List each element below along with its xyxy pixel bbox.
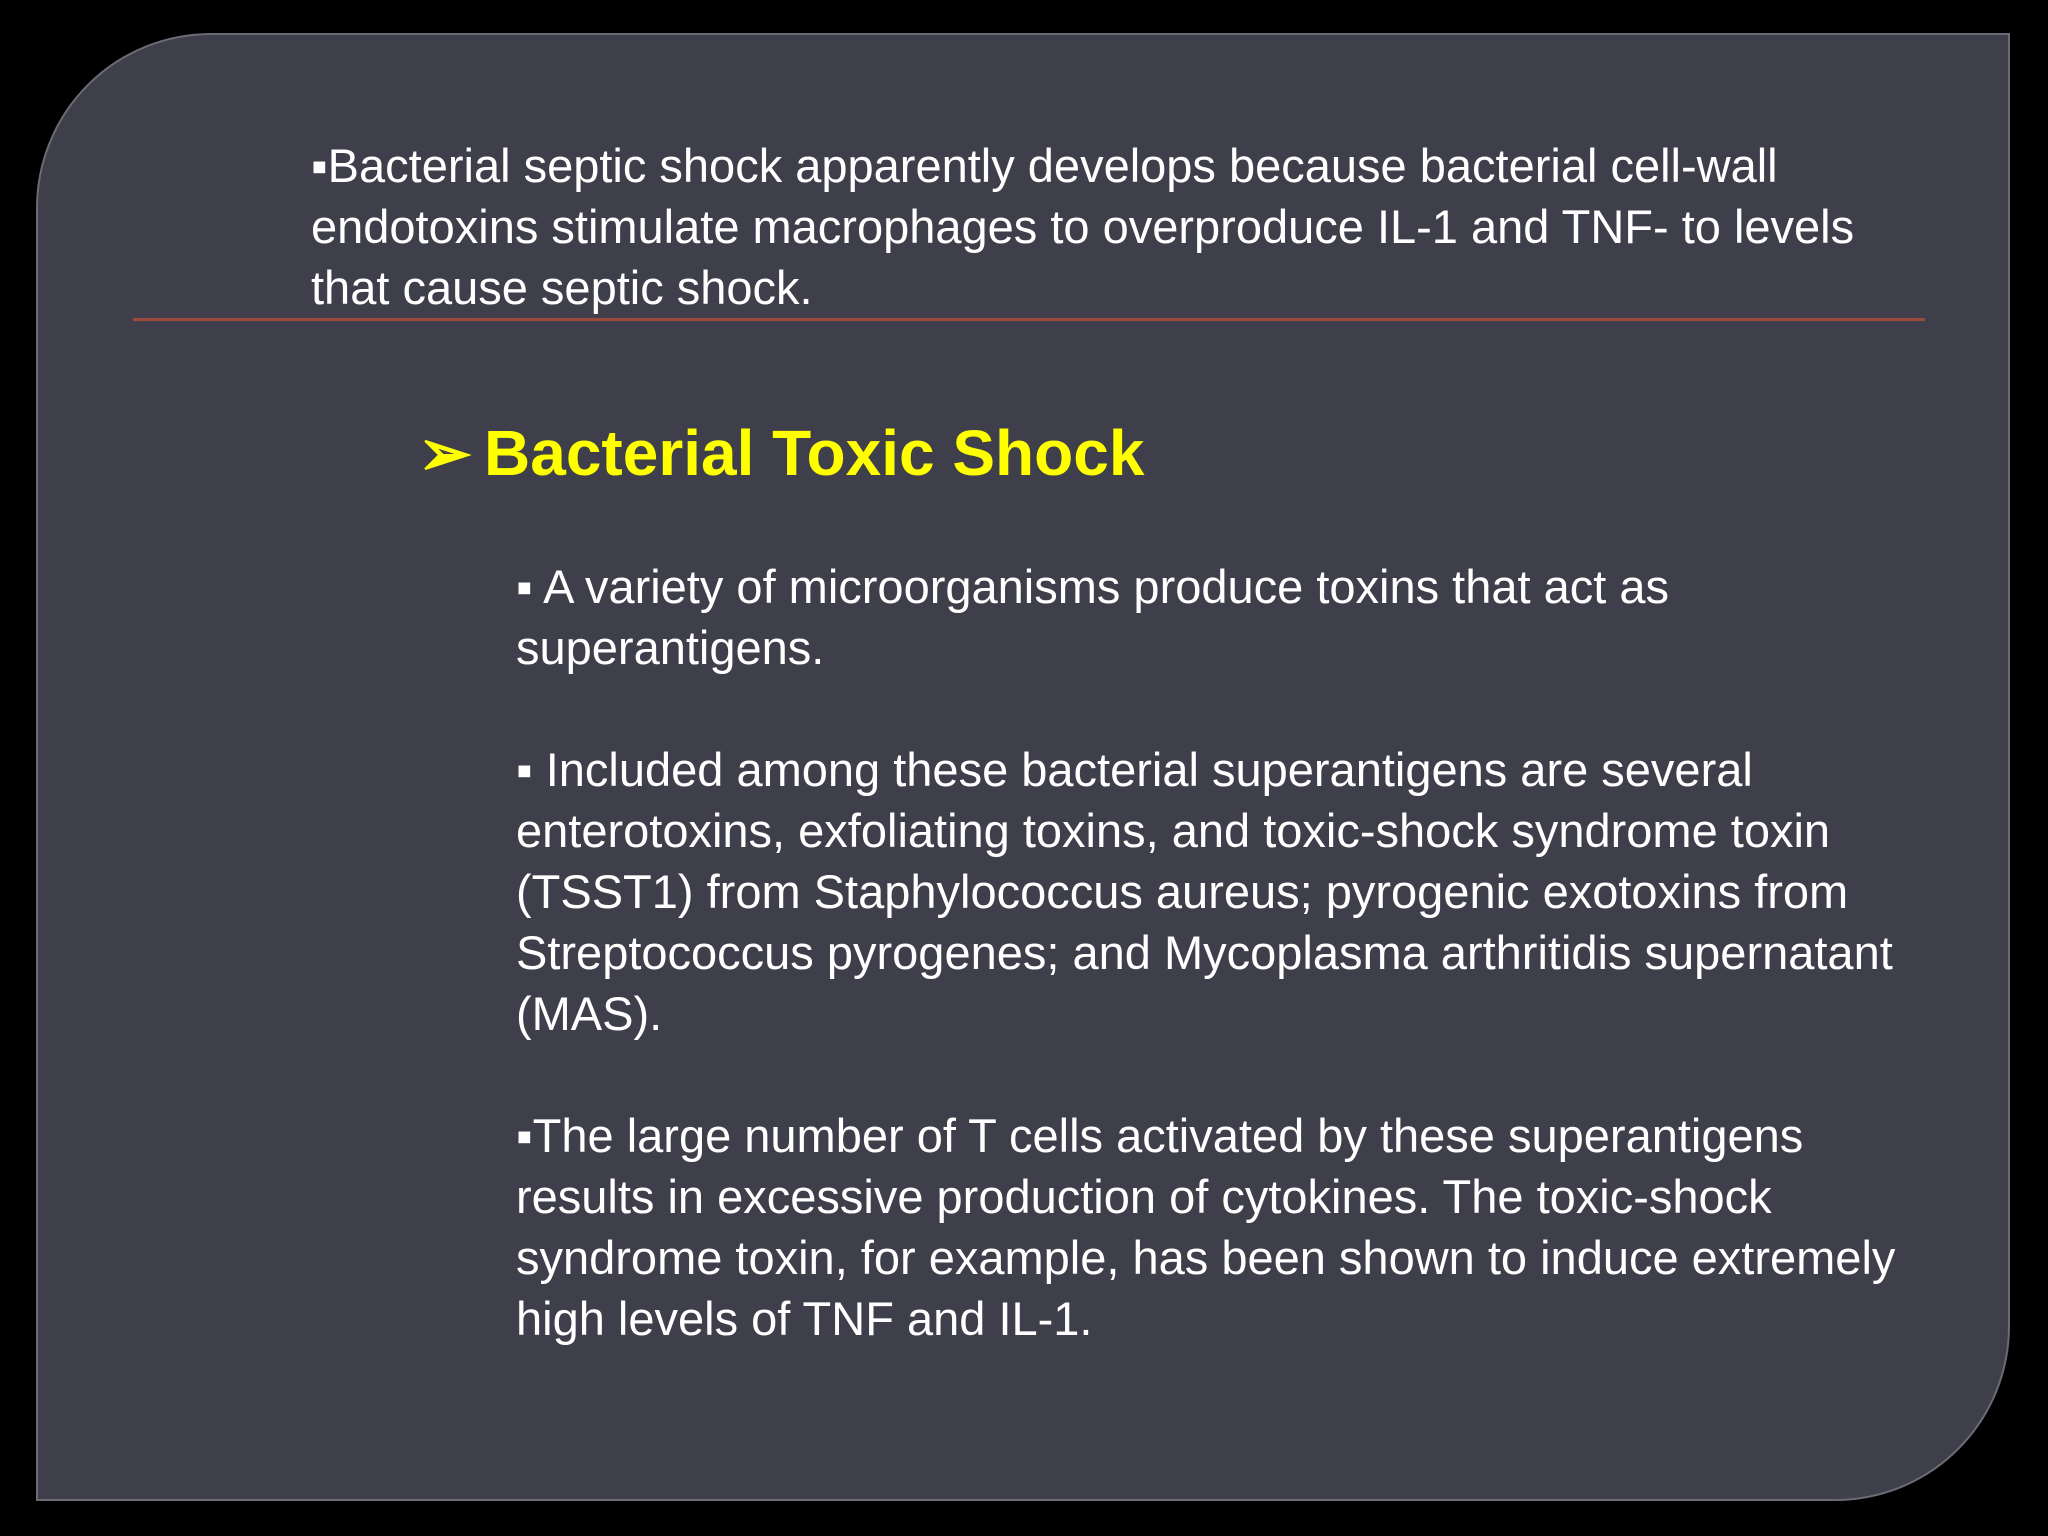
- section-heading-text: Bacterial Toxic Shock: [484, 417, 1145, 489]
- bullet-item-examples: ▪ Included among these bacterial superantigens are several enterotoxins, exfoliating toxins, and toxic-shock syndrome toxin (TSST1) from Staphylococcus aureus; pyrogenic exotoxins from Streptococcus pyrogenes; and Mycoplasma arthritidis supernatant (MAS).: [516, 743, 1893, 1040]
- section-heading: [418, 413, 1144, 493]
- bullet-item-superantigens: ▪ A variety of microorganisms produce toxins that act as superantigens.: [516, 560, 1670, 674]
- arrow-bullet-icon: ➢: [418, 417, 472, 489]
- intro-paragraph: ▪Bacterial septic shock apparently develops because bacterial cell-wall endotoxins stimulate macrophages to overproduce IL-1 and TNF- to levels that cause septic shock.: [311, 139, 1855, 314]
- divider-line: [133, 318, 1925, 321]
- slide: [36, 33, 2010, 1501]
- bullet-item-t-cells: ▪The large number of T cells activated by these superantigens results in excessive production of cytokines. The toxic-shock syndrome toxin, for example, has been shown to induce extremely high levels of TNF and IL-1.: [516, 1109, 1896, 1345]
- bullet-list: [516, 556, 1936, 1410]
